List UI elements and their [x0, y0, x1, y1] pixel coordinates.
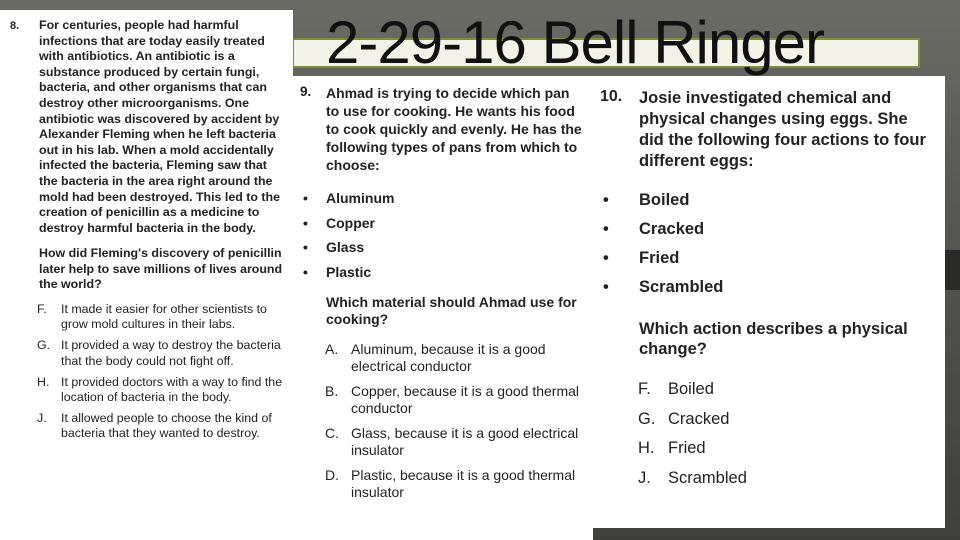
answer-text: It provided a way to destroy the bacteria that the body could not fight off.: [61, 338, 281, 368]
answer-letter: G.: [37, 338, 51, 353]
list-item: [600, 244, 935, 273]
answer-list: [300, 341, 583, 501]
answer-letter: H.: [37, 374, 50, 389]
bullet-icon: •: [303, 263, 308, 280]
answer-choice-d[interactable]: [300, 467, 583, 501]
list-item-label: Fried: [639, 249, 680, 267]
list-item-label: Aluminum: [326, 190, 395, 206]
bullet-icon: •: [303, 214, 308, 231]
bullet-icon: •: [603, 191, 609, 209]
question-text: Josie investigated chemical and physical changes using eggs. She did the following four actions to four different eggs:: [639, 89, 926, 170]
answer-letter: G.: [638, 409, 656, 428]
answer-choice-f[interactable]: [600, 379, 935, 399]
list-item-label: Boiled: [639, 191, 690, 209]
answer-text: Cracked: [668, 409, 730, 428]
question-prompt: Which material should Ahmad use for cooking?: [326, 294, 577, 327]
question-number: 10.: [600, 88, 623, 105]
answer-text: Fried: [668, 439, 706, 457]
answer-choice-h[interactable]: [10, 375, 283, 405]
answer-text: Boiled: [668, 380, 714, 398]
list-item: [300, 211, 583, 236]
answer-choice-g[interactable]: [600, 409, 935, 429]
list-item-label: Copper: [326, 214, 375, 231]
material-list: [300, 186, 583, 284]
answer-list: [600, 379, 935, 488]
answer-letter: F.: [638, 380, 651, 398]
bullet-icon: •: [303, 239, 308, 255]
question-number: 8.: [10, 20, 20, 32]
bullet-icon: •: [603, 249, 609, 267]
question-text: Ahmad is trying to decide which pan to use for cooking. He wants his food to cook quickly and evenly. He has the following types of pans from which to choose:: [326, 85, 582, 173]
bullet-icon: •: [303, 190, 308, 206]
question-9-stem: [300, 84, 583, 174]
list-item: [600, 273, 935, 302]
question-10-panel: [593, 76, 945, 528]
list-item: [600, 215, 935, 244]
answer-text: Copper, because it is a good thermal conductor: [351, 383, 580, 416]
question-number: 9.: [300, 84, 312, 99]
answer-choice-c[interactable]: [300, 425, 583, 459]
list-item-label: Glass: [326, 239, 365, 255]
action-list: [600, 186, 935, 302]
list-item: [300, 186, 583, 211]
list-item-label: Plastic: [326, 263, 372, 280]
answer-letter: A.: [325, 341, 339, 357]
bullet-icon: •: [603, 220, 609, 238]
answer-choice-j[interactable]: [600, 468, 935, 488]
answer-text: Plastic, because it is a good thermal insulator: [351, 467, 576, 500]
question-8-stem: [10, 18, 283, 236]
question-prompt: Which action describes a physical change?: [639, 320, 908, 358]
answer-text: It allowed people to choose the kind of bacteria that they wanted to destroy.: [61, 411, 272, 441]
list-item-label: Scrambled: [639, 278, 724, 296]
answer-choice-b[interactable]: [300, 383, 583, 417]
answer-text: Glass, because it is a good electrical insulator: [351, 425, 579, 458]
answer-text: It provided doctors with a way to find the location of bacteria in the body.: [61, 374, 283, 404]
slide-title: 2-29-16 Bell Ringer: [326, 9, 824, 76]
answer-letter: H.: [638, 439, 655, 457]
answer-text: It made it easier for other scientists to grow mold cultures in their labs.: [61, 301, 267, 332]
question-8-panel: [0, 10, 293, 540]
answer-list: [10, 302, 283, 442]
answer-letter: F.: [37, 301, 47, 316]
answer-choice-g[interactable]: [10, 338, 283, 368]
answer-letter: C.: [325, 425, 339, 441]
answer-choice-j[interactable]: [10, 411, 283, 441]
question-9-panel: [293, 76, 593, 540]
answer-text: Scrambled: [668, 468, 747, 487]
question-prompt: How did Fleming's discovery of penicillin later help to save millions of lives around the world?: [39, 246, 283, 291]
question-10-stem: [600, 88, 935, 172]
list-item-label: Cracked: [639, 220, 705, 238]
answer-letter: J.: [37, 411, 47, 426]
answer-letter: D.: [325, 467, 339, 483]
answer-choice-a[interactable]: [300, 341, 583, 375]
answer-letter: B.: [325, 383, 339, 399]
answer-choice-f[interactable]: [10, 302, 283, 332]
answer-text: Aluminum, because it is a good electrical conductor: [351, 341, 546, 374]
list-item: [300, 235, 583, 260]
answer-letter: J.: [638, 468, 651, 487]
list-item: [600, 186, 935, 215]
answer-choice-h[interactable]: [600, 438, 935, 458]
list-item: [300, 260, 583, 285]
question-passage: For centuries, people had harmful infections that are today easily treated with antibiotics. An antibiotic is a substance produced by certain fungi, bacteria, and other organisms that can destroy other microorganisms. One antibiotic was discovered by accident by Alexander Fleming when he left bacteria out in his lab. When a mold accidentally infected the bacteria, Fleming saw that the bacteria in the area right around the mold had been destroyed. This led to the creation of penicillin as a medicine to destroy harmful bacteria in the body.: [39, 18, 280, 235]
bullet-icon: •: [603, 278, 609, 296]
